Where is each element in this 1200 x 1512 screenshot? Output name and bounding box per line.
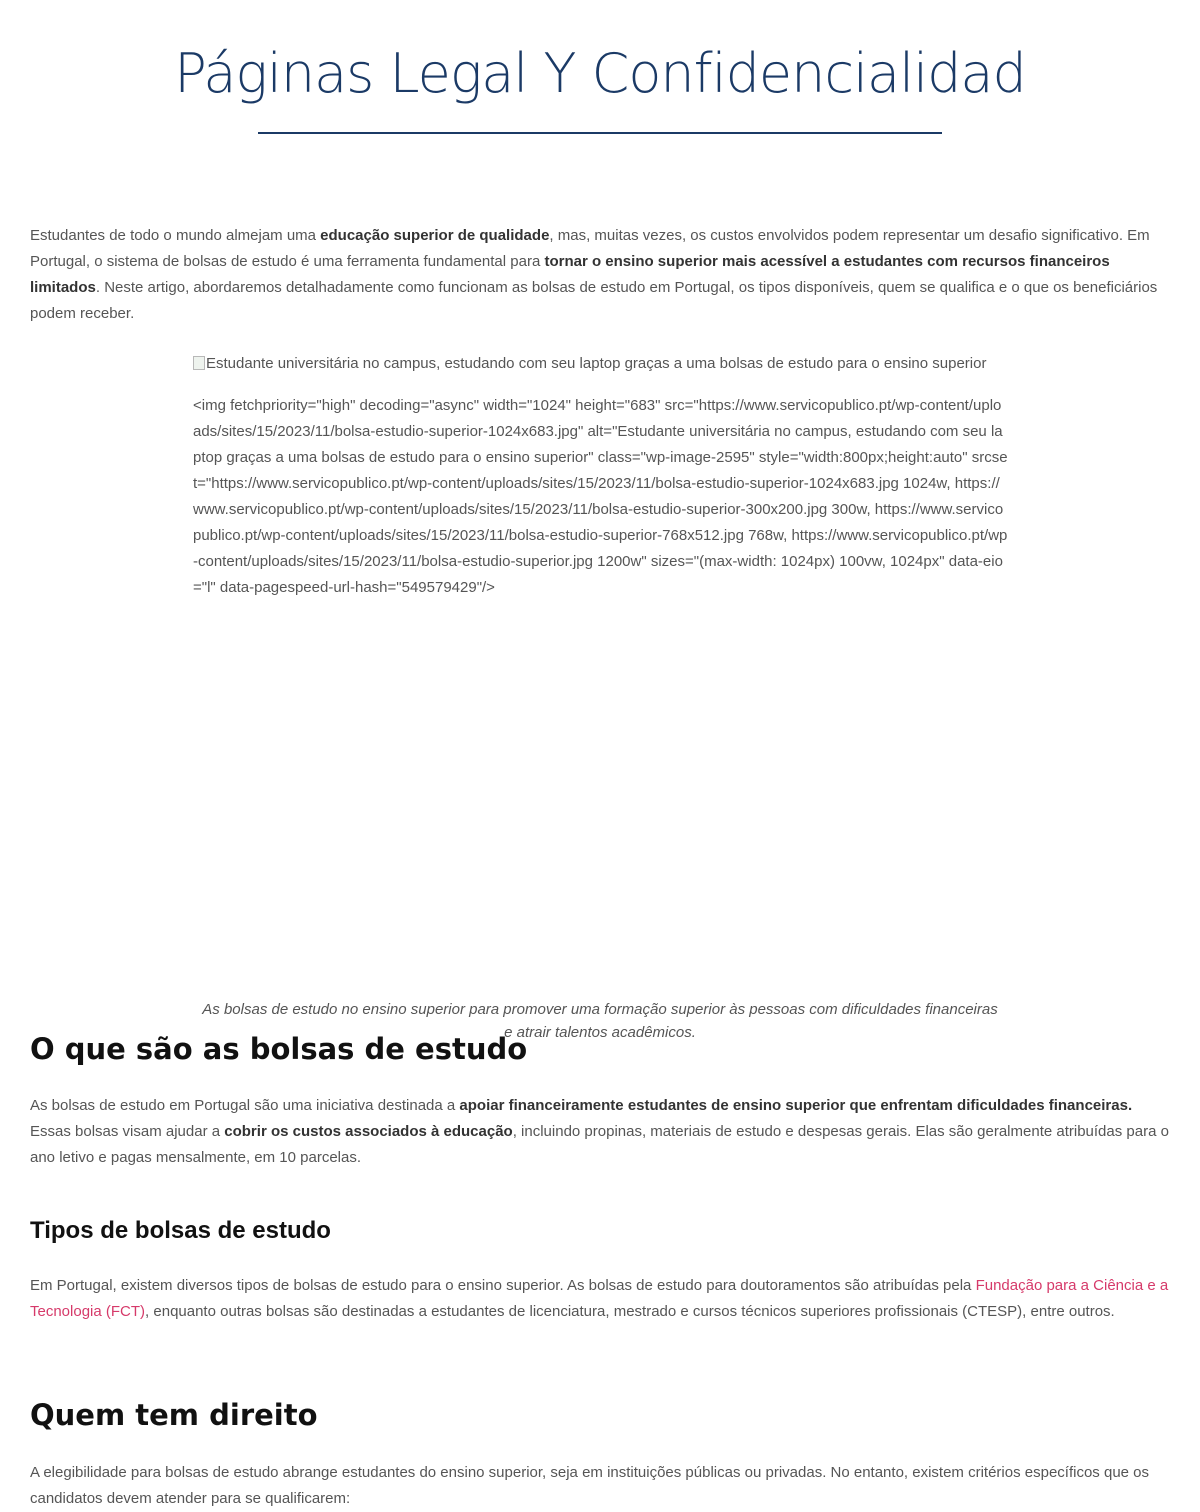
broken-image (193, 351, 1008, 377)
heading-what-are-scholarships: O que são as bolsas de estudo (30, 1032, 528, 1066)
intro-text-3: . Neste artigo, abordaremos detalhadamente como funcionam as bolsas de estudo em Portugal, os tipos disponíveis, quem se qualifica e o que os beneficiários podem receber. (30, 279, 1158, 322)
raw-image-markup: <img fetchpriority="high" decoding="async" width="1024" height="683" src="https://www.servicopublico.pt/wp-content/uploads/sites/15/2023/11/bolsa-estudio-superior-1024x683.jpg" alt="Estudante universitária no campus, estudando com seu laptop graças a uma bolsas de estudo para o ensino superior" class="wp-image-2595" style="width:800px;height:auto" srcset="https://www.servicopublico.pt/wp-content/uploads/sites/15/2023/11/bolsa-estudio-superior-1024x683.jpg 1024w, https://www.servicopublico.pt/wp-content/uploads/sites/15/2023/11/bolsa-estudio-superior-300x200.jpg 300w, https://www.servicopublico.pt/wp-content/uploads/sites/15/2023/11/bolsa-estudio-superior-768x512.jpg 768w, https://www.servicopublico.pt/wp-content/uploads/sites/15/2023/11/bolsa-estudio-superior.jpg 1200w" sizes="(max-width: 1024px) 100vw, 1024px" data-eio="l" data-pagespeed-url-hash="549579429"/> (193, 397, 1008, 596)
intro-paragraph (30, 223, 1170, 327)
intro-bold-2: tornar o ensino superior mais acessível a estudantes com recursos financeiros limitados (30, 253, 1110, 296)
types-text-1: Em Portugal, existem diversos tipos de bolsas de estudo para o ensino superior. As bolsas de estudo para doutoramentos são atribuídas pela (30, 1277, 976, 1294)
page-title: Páginas Legal Y Confidencialidad (174, 42, 1026, 105)
what-bold-1: apoiar financeiramente estudantes de ensino superior que enfrentam dificuldades financeiras. (459, 1097, 1133, 1114)
intro-text-1: Estudantes de todo o mundo almejam uma (30, 227, 321, 244)
heading-types: Tipos de bolsas de estudo (30, 1217, 331, 1244)
who-paragraph: A elegibilidade para bolsas de estudo abrange estudantes do ensino superior, seja em instituições públicas ou privadas. No entanto, existem critérios específicos que os candidatos devem atender para se qualificarem: (30, 1464, 1150, 1507)
fct-link[interactable]: Fundação para a Ciência e a Tecnologia (FCT) (30, 1277, 1169, 1320)
what-text-1: As bolsas de estudo em Portugal são uma iniciativa destinada a (30, 1097, 460, 1114)
types-text-2: , enquanto outras bolsas são destinadas a estudantes de licenciatura, mestrado e cursos técnicos superiores profissionais (CTESP), entre outros. (145, 1303, 1115, 1320)
types-paragraph (30, 1273, 1170, 1325)
broken-image-icon (193, 356, 205, 370)
intro-bold-1: educação superior de qualidade (320, 227, 550, 244)
what-text-3: , incluindo propinas, materiais de estudo e despesas gerais. Elas são geralmente atribuídas para o ano letivo e pagas mensalmente, em 10 parcelas. (30, 1123, 1169, 1166)
intro-text-2: , mas, muitas vezes, os custos envolvidos podem representar um desafio significativo. Em Portugal, o sistema de bolsas de estudo é uma ferramenta fundamental para (30, 227, 1150, 270)
what-text-2: Essas bolsas visam ajudar a (30, 1123, 225, 1140)
figure-caption: As bolsas de estudo no ensino superior para promover uma formação superior às pessoas com dificuldades financeiras e atrair talentos acadêmicos. (202, 1001, 998, 1041)
image-alt-text: Estudante universitária no campus, estudando com seu laptop graças a uma bolsas de estudo para o ensino superior (206, 355, 987, 372)
title-divider (258, 132, 942, 134)
what-paragraph (30, 1093, 1170, 1171)
what-bold-2: cobrir os custos associados à educação (224, 1123, 513, 1140)
article-figure (193, 351, 1008, 601)
heading-who-is-eligible: Quem tem direito (30, 1398, 318, 1432)
